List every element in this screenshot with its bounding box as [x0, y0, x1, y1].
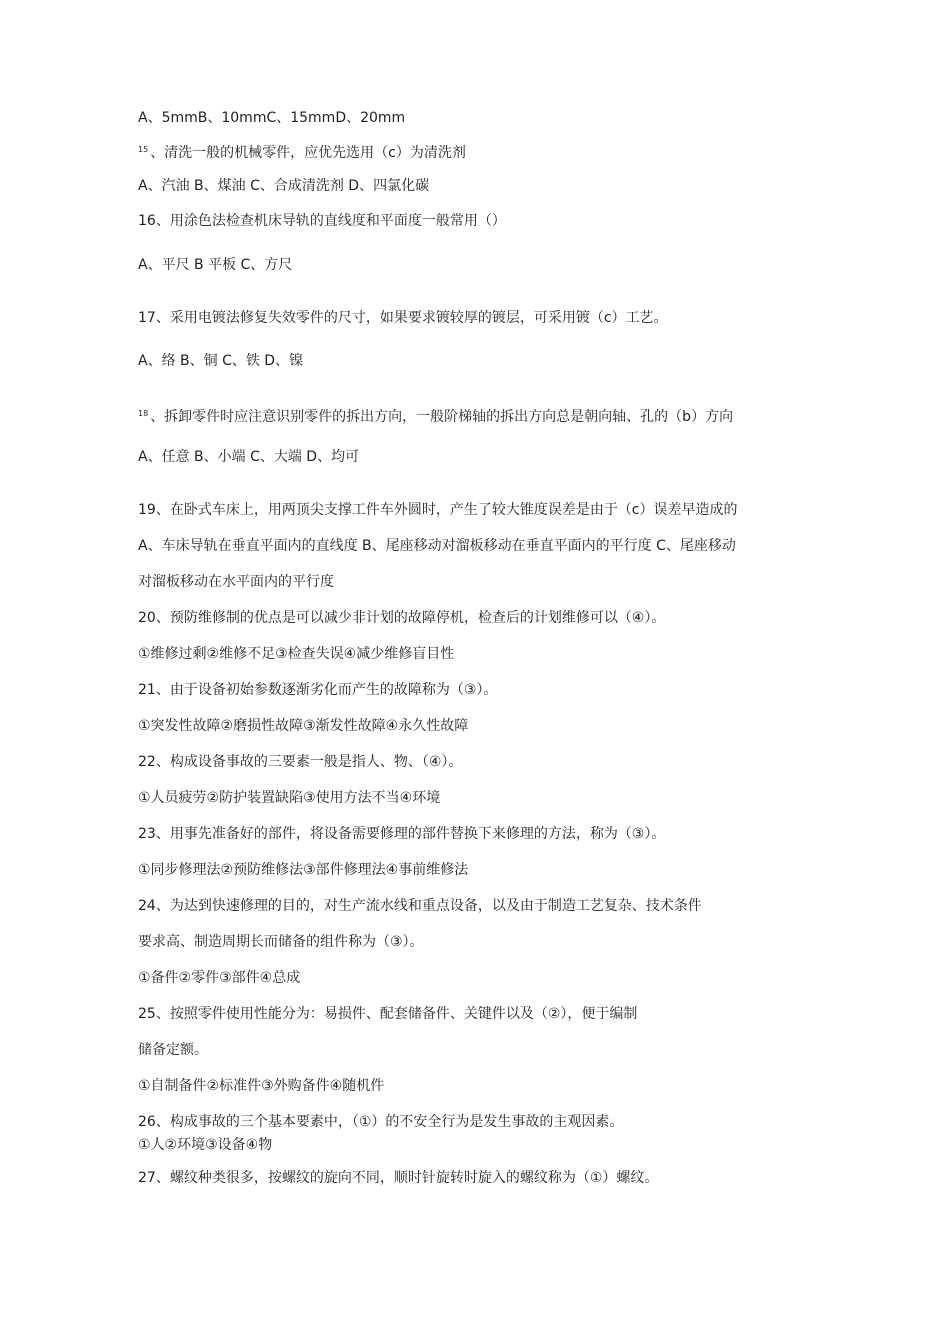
- text-line: A、汽油 B、煤油 C、合成清洗剂 D、四氯化碳: [138, 178, 430, 194]
- text-line: A、5mmB、10mmC、15mmD、20mm: [138, 110, 406, 126]
- text-line: ①突发性故障②磨损性故障③渐发性故障④永久性故障: [138, 718, 469, 734]
- text-line: A、任意 B、小端 C、大端 D、均可: [138, 449, 360, 465]
- text-line: 对溜板移动在水平面内的平行度: [138, 574, 334, 590]
- text-line: [138, 405, 733, 426]
- text-line-content: 、拆卸零件时应注意识别零件的拆出方向，一般阶梯轴的拆出方向总是朝向轴、孔的（b）方向: [150, 409, 734, 425]
- text-line: A、络 B、铜 C、铁 D、镍: [138, 353, 304, 369]
- text-line: 24、为达到快速修理的目的，对生产流水线和重点设备，以及由于制造工艺复杂、技术条件: [138, 898, 702, 914]
- question-number-superscript: 18: [138, 409, 149, 418]
- text-line: ①备件②零件③部件④总成: [138, 970, 301, 986]
- text-line: 19、在卧式车床上，用两顶尖支撑工件车外圆时，产生了较大锥度误差是由于（c）误差早造成的: [138, 502, 738, 518]
- text-line: 25、按照零件使用性能分为：易损件、配套储备件、关键件以及（②），便于编制: [138, 1006, 638, 1022]
- question-number-superscript: 15: [138, 145, 149, 154]
- text-line: 23、用事先准备好的部件，将设备需要修理的部件替换下来修理的方法，称为（③）。: [138, 826, 666, 842]
- text-line: [138, 141, 466, 162]
- text-line: ①自制备件②标准件③外购备件④随机件: [138, 1078, 385, 1094]
- text-line: ①人员疲劳②防护装置缺陷③使用方法不当④环境: [138, 790, 441, 806]
- text-line: 22、构成设备事故的三要素一般是指人、物、（④）。: [138, 754, 463, 770]
- text-line: 储备定额。: [138, 1042, 208, 1058]
- text-line: A、平尺 B 平板 C、方尺: [138, 257, 293, 273]
- text-line: 要求高、制造周期长而储备的组件称为（③）。: [138, 934, 424, 950]
- text-line: 20、预防维修制的优点是可以减少非计划的故障停机，检查后的计划维修可以（④）。: [138, 610, 666, 626]
- text-line-content: 、清洗一般的机械零件，应优先选用（c）为清洗剂: [150, 145, 466, 161]
- text-line: ①维修过剩②维修不足③检查失误④减少维修盲目性: [138, 646, 455, 662]
- text-line: 27、螺纹种类很多，按螺纹的旋向不同，顺时针旋转时旋入的螺纹称为（①）螺纹。: [138, 1170, 659, 1186]
- text-line: 17、采用电镀法修复失效零件的尺寸，如果要求镀较厚的镀层，可采用镀（c）工艺。: [138, 310, 668, 326]
- text-line: ①人②环境③设备④物: [138, 1137, 273, 1153]
- text-line: 16、用涂色法检查机床导轨的直线度和平面度一般常用（）: [138, 213, 506, 229]
- text-line: ①同步修理法②预防维修法③部件修理法④事前维修法: [138, 862, 469, 878]
- text-line: A、车床导轨在垂直平面内的直线度 B、尾座移动对溜板移动在垂直平面内的平行度 C、尾座移动: [138, 538, 736, 554]
- text-line: 26、构成事故的三个基本要素中，（①）的不安全行为是发生事故的主观因素。: [138, 1114, 624, 1130]
- text-line: 21、由于设备初始参数逐渐劣化而产生的故障称为（③）。: [138, 682, 498, 698]
